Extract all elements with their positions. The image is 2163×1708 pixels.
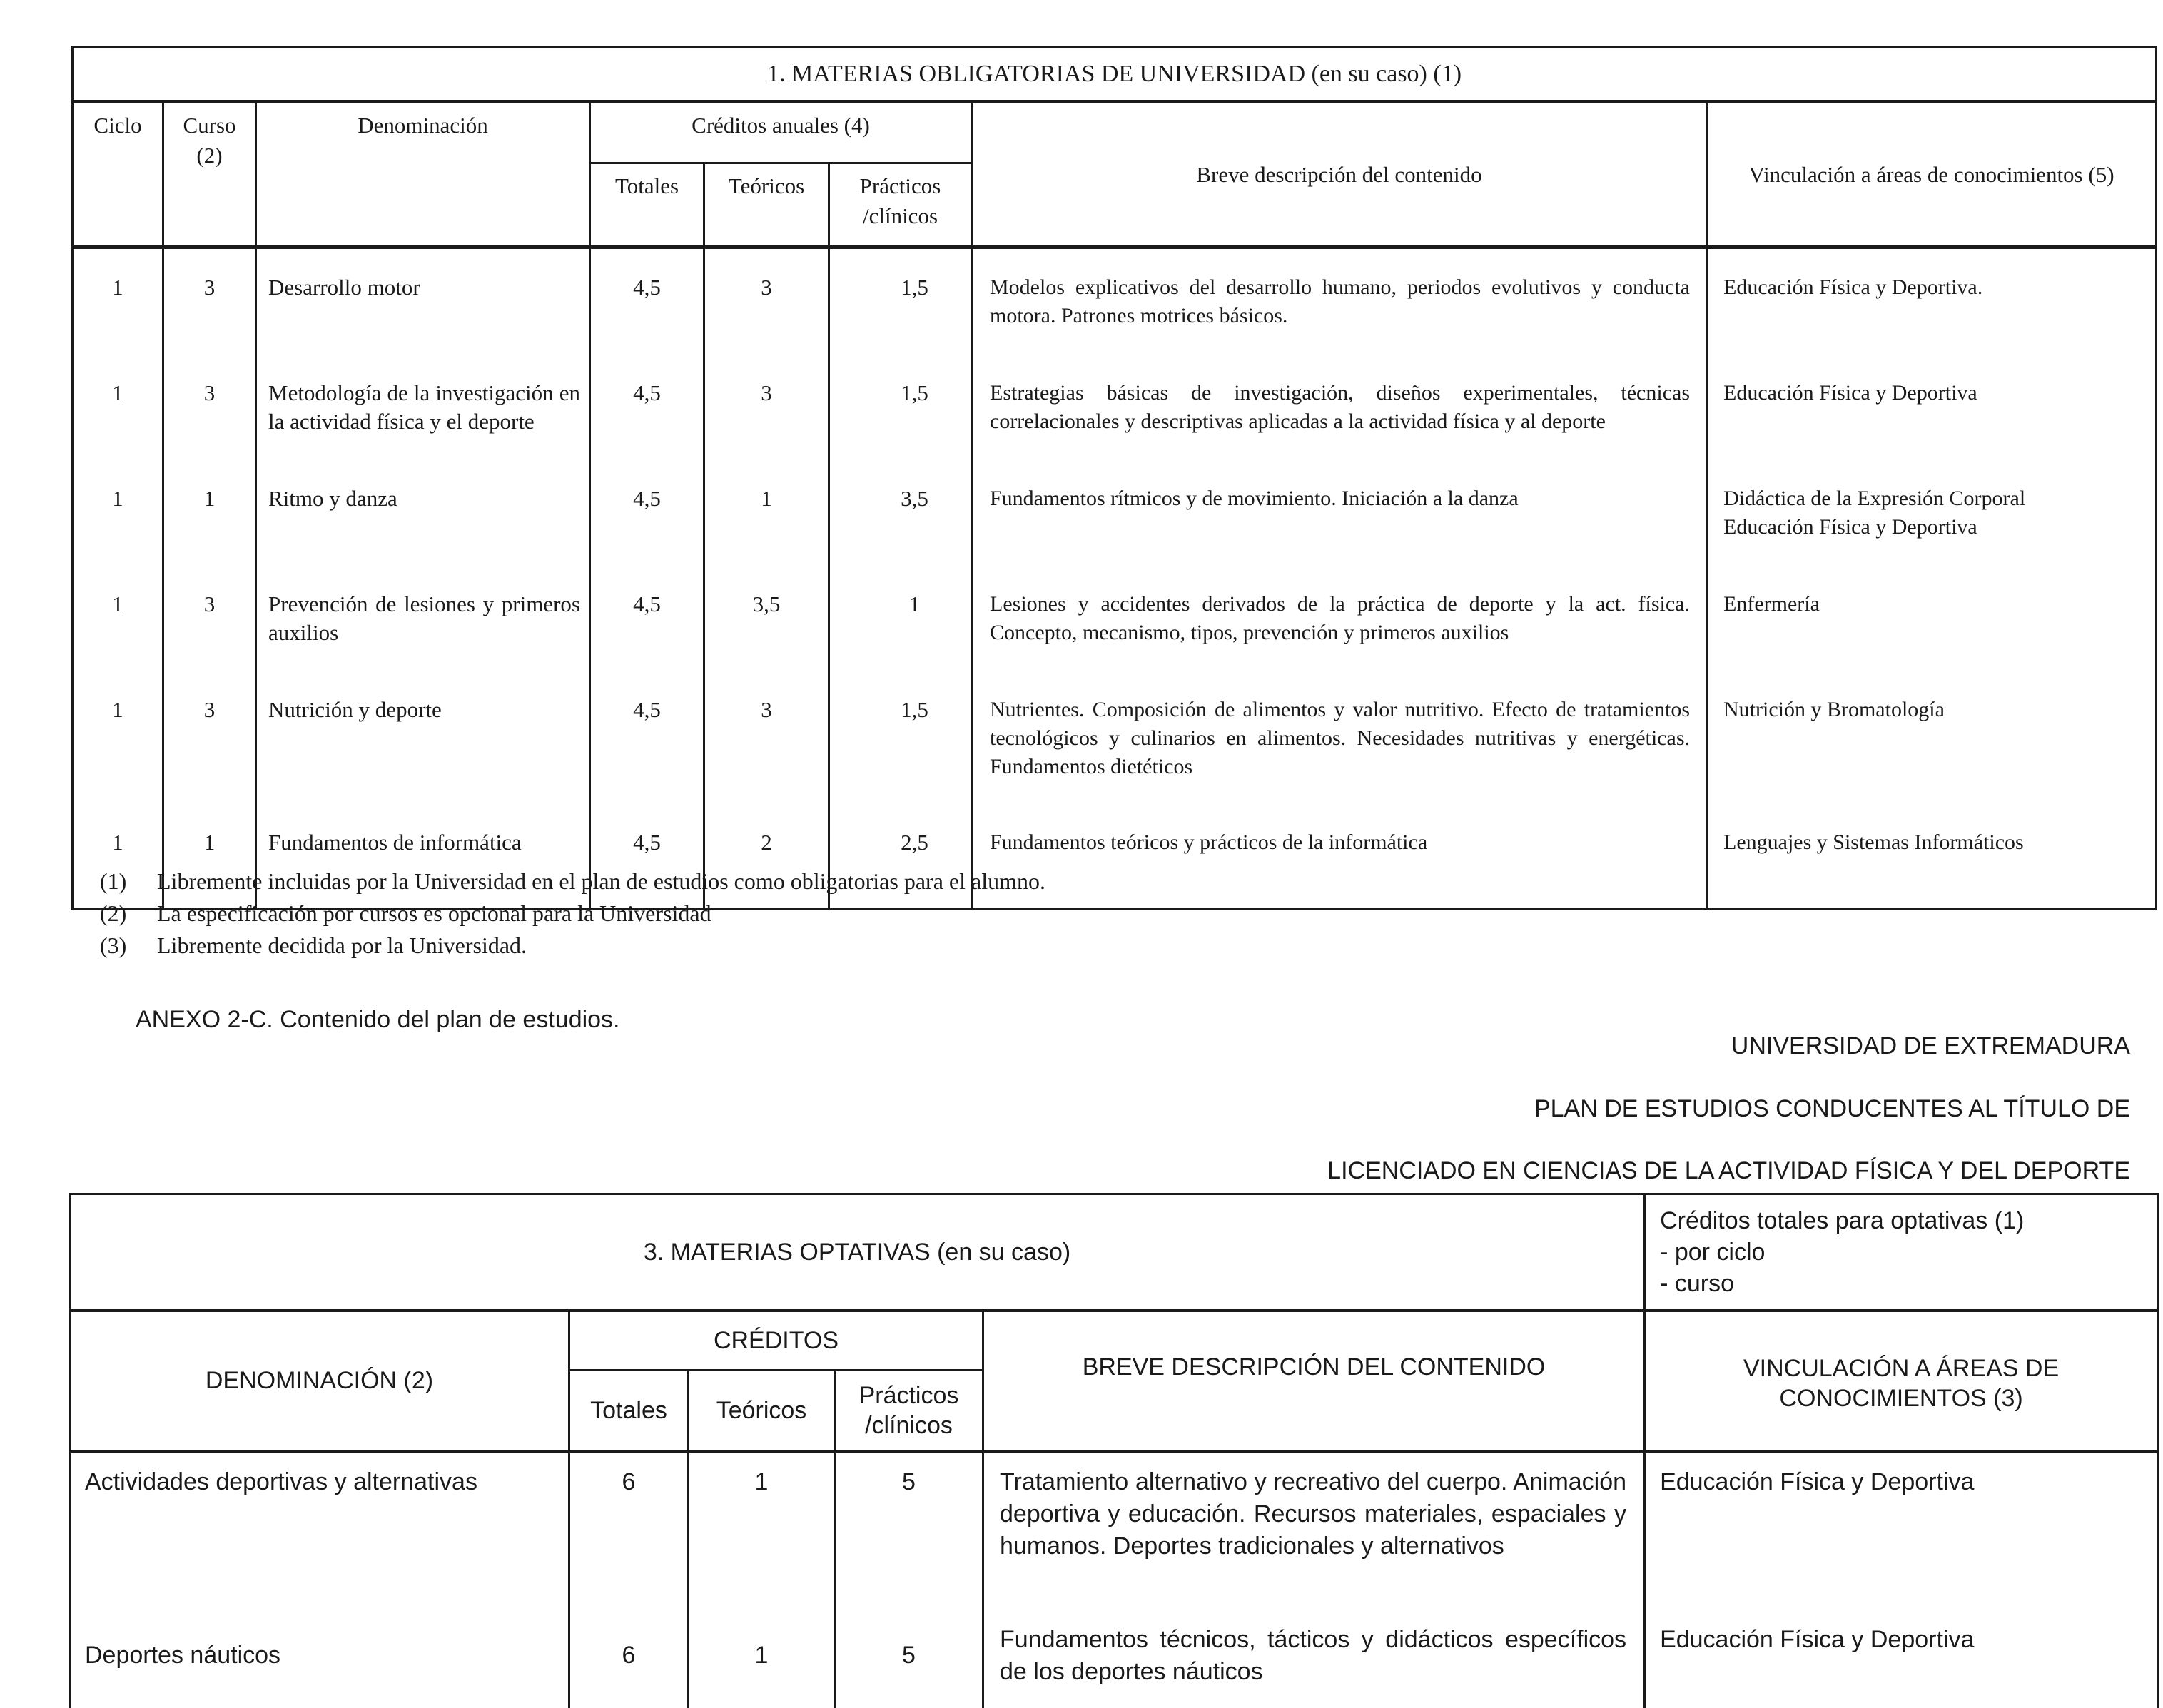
ciclo-cell: 1 bbox=[73, 571, 163, 677]
table-row bbox=[73, 255, 2157, 360]
descripcion-cell: Nutrientes. Composición de alimentos y valor nutritivo. Efecto de tratamientos tecnológicos y culinarios en alimentos. Necesidades nutritivas y energéticas. Fundamentos dietéticos bbox=[972, 677, 1707, 810]
ciclo-cell: 1 bbox=[73, 360, 163, 466]
area-cell: Educación Física y Deportiva bbox=[1645, 1452, 2158, 1613]
footnote bbox=[100, 898, 1045, 930]
footnote-text: Libremente incluidas por la Universidad en el plan de estudios como obligatorias para el alumno. bbox=[157, 868, 1045, 894]
footnote-text: La especificación por cursos es opcional para la Universidad bbox=[157, 900, 711, 926]
denominacion-cell: Ritmo y danza bbox=[256, 466, 590, 571]
area-cell: Lenguajes y Sistemas Informáticos bbox=[1707, 810, 2157, 910]
teoricos-cell: 1 bbox=[689, 1452, 835, 1613]
descripcion-cell: Lesiones y accidentes derivados de la práctica de deporte y la act. física. Concepto, mecanismo, tipos, prevención y primeros auxilios bbox=[972, 571, 1707, 677]
area-cell: Enfermería bbox=[1707, 571, 2157, 677]
plan-title: PLAN DE ESTUDIOS CONDUCENTES AL TÍTULO DE bbox=[1534, 1095, 2130, 1122]
practicos-cell: 5 bbox=[835, 1452, 983, 1613]
area-cell: Educación Física y Deportiva bbox=[1645, 1612, 2158, 1708]
practicos-cell: 5 bbox=[835, 1612, 983, 1708]
footnote-number: (2) bbox=[100, 900, 127, 926]
curso-cell: 1 bbox=[163, 810, 256, 910]
practicos-cell: 1,5 bbox=[829, 255, 972, 360]
ciclo-cell: 1 bbox=[73, 810, 163, 910]
totales-cell: 4,5 bbox=[590, 677, 704, 810]
header-practicos: Prácticos /clínicos bbox=[829, 163, 972, 248]
header-totales: Totales bbox=[590, 163, 704, 248]
descripcion-cell: Fundamentos técnicos, tácticos y didácticos específicos de los deportes náuticos bbox=[983, 1612, 1645, 1708]
footnote-number: (3) bbox=[100, 932, 127, 958]
denominacion-cell: Deportes náuticos bbox=[70, 1612, 569, 1708]
curso-cell: 3 bbox=[163, 571, 256, 677]
descripcion-cell: Estrategias básicas de investigación, diseños experimentales, técnicas correlacionales y descriptivas aplicadas a la actividad física y al deporte bbox=[972, 360, 1707, 466]
header-denominacion: Denominación bbox=[256, 102, 590, 248]
footnote-text: Libremente decidida por la Universidad. bbox=[157, 932, 527, 958]
teoricos-cell: 3 bbox=[704, 677, 829, 810]
table-title: 3. MATERIAS OPTATIVAS (en su caso) bbox=[70, 1194, 1645, 1311]
table-row bbox=[70, 1612, 2158, 1708]
denominacion-cell: Desarrollo motor bbox=[256, 255, 590, 360]
teoricos-cell: 3 bbox=[704, 255, 829, 360]
totales-cell: 4,5 bbox=[590, 810, 704, 910]
totales-cell: 4,5 bbox=[590, 571, 704, 677]
total-credits-label: Créditos totales para optativas (1) bbox=[1660, 1207, 2025, 1234]
totales-cell: 6 bbox=[569, 1612, 689, 1708]
per-course-label: - curso bbox=[1660, 1270, 1734, 1297]
area-cell: Educación Física y Deportiva. bbox=[1707, 255, 2157, 360]
denominacion-cell: Actividades deportivas y alternativas bbox=[70, 1452, 569, 1613]
table-row bbox=[73, 360, 2157, 466]
totales-cell: 4,5 bbox=[590, 255, 704, 360]
denominacion-cell: Fundamentos de informática bbox=[256, 810, 590, 910]
descripcion-cell: Modelos explicativos del desarrollo humano, periodos evolutivos y conducta motora. Patrones motrices básicos. bbox=[972, 255, 1707, 360]
total-credits-note bbox=[1645, 1194, 2158, 1311]
optional-subjects-table bbox=[69, 1193, 2159, 1708]
compulsory-subjects-table bbox=[71, 46, 2157, 910]
practicos-cell: 2,5 bbox=[829, 810, 972, 910]
header-creditos: CRÉDITOS bbox=[569, 1311, 983, 1371]
teoricos-cell: 2 bbox=[704, 810, 829, 910]
practicos-cell: 1,5 bbox=[829, 677, 972, 810]
teoricos-cell: 3 bbox=[704, 360, 829, 466]
footnotes bbox=[100, 865, 1045, 962]
header-teoricos: Teóricos bbox=[704, 163, 829, 248]
header-teoricos: Teóricos bbox=[689, 1371, 835, 1452]
curso-cell: 3 bbox=[163, 360, 256, 466]
practicos-cell: 3,5 bbox=[829, 466, 972, 571]
ciclo-cell: 1 bbox=[73, 466, 163, 571]
header-creditos: Créditos anuales (4) bbox=[590, 102, 972, 163]
header-curso: Curso (2) bbox=[163, 102, 256, 248]
teoricos-cell: 3,5 bbox=[704, 571, 829, 677]
curso-cell: 3 bbox=[163, 677, 256, 810]
header-denominacion: DENOMINACIÓN (2) bbox=[70, 1311, 569, 1452]
table-row bbox=[73, 571, 2157, 677]
area-cell: Nutrición y Bromatología bbox=[1707, 677, 2157, 810]
table-row bbox=[70, 1452, 2158, 1613]
header-practicos: Prácticos /clínicos bbox=[835, 1371, 983, 1452]
totales-cell: 6 bbox=[569, 1452, 689, 1613]
header-vinculacion: Vinculación a áreas de conocimientos (5) bbox=[1707, 102, 2157, 248]
table-row bbox=[73, 466, 2157, 571]
curso-cell: 1 bbox=[163, 466, 256, 571]
header-descripcion: BREVE DESCRIPCIÓN DEL CONTENIDO bbox=[983, 1311, 1645, 1452]
header-ciclo: Ciclo bbox=[73, 102, 163, 248]
descripcion-cell: Fundamentos rítmicos y de movimiento. Iniciación a la danza bbox=[972, 466, 1707, 571]
descripcion-cell: Tratamiento alternativo y recreativo del cuerpo. Animación deportiva y educación. Recursos materiales, espaciales y humanos. Deportes tradicionales y alternativos bbox=[983, 1452, 1645, 1613]
totales-cell: 4,5 bbox=[590, 466, 704, 571]
university-name: UNIVERSIDAD DE EXTREMADURA bbox=[1731, 1032, 2130, 1059]
header-totales: Totales bbox=[569, 1371, 689, 1452]
curso-cell: 3 bbox=[163, 255, 256, 360]
table-row bbox=[73, 677, 2157, 810]
denominacion-cell: Prevención de lesiones y primeros auxilios bbox=[256, 571, 590, 677]
table-title: 1. MATERIAS OBLIGATORIAS DE UNIVERSIDAD (en su caso) (1) bbox=[73, 47, 2157, 102]
practicos-cell: 1,5 bbox=[829, 360, 972, 466]
teoricos-cell: 1 bbox=[704, 466, 829, 571]
annex-label: ANEXO 2-C. Contenido del plan de estudios. bbox=[136, 1006, 620, 1033]
totales-cell: 4,5 bbox=[590, 360, 704, 466]
area-cell: Didáctica de la Expresión Corporal Educación Física y Deportiva bbox=[1707, 466, 2157, 571]
descripcion-cell: Fundamentos teóricos y prácticos de la informática bbox=[972, 810, 1707, 910]
ciclo-cell: 1 bbox=[73, 255, 163, 360]
degree-title: LICENCIADO EN CIENCIAS DE LA ACTIVIDAD FÍSICA Y DEL DEPORTE bbox=[1327, 1157, 2130, 1184]
denominacion-cell: Nutrición y deporte bbox=[256, 677, 590, 810]
per-cycle-label: - por ciclo bbox=[1660, 1239, 1766, 1266]
denominacion-cell: Metodología de la investigación en la actividad física y el deporte bbox=[256, 360, 590, 466]
header-vinculacion: VINCULACIÓN A ÁREAS DE CONOCIMIENTOS (3) bbox=[1645, 1311, 2158, 1452]
teoricos-cell: 1 bbox=[689, 1612, 835, 1708]
ciclo-cell: 1 bbox=[73, 677, 163, 810]
footnote bbox=[100, 865, 1045, 898]
header-descripcion: Breve descripción del contenido bbox=[972, 102, 1707, 248]
practicos-cell: 1 bbox=[829, 571, 972, 677]
footnote bbox=[100, 930, 1045, 962]
area-cell: Educación Física y Deportiva bbox=[1707, 360, 2157, 466]
footnote-number: (1) bbox=[100, 868, 127, 894]
